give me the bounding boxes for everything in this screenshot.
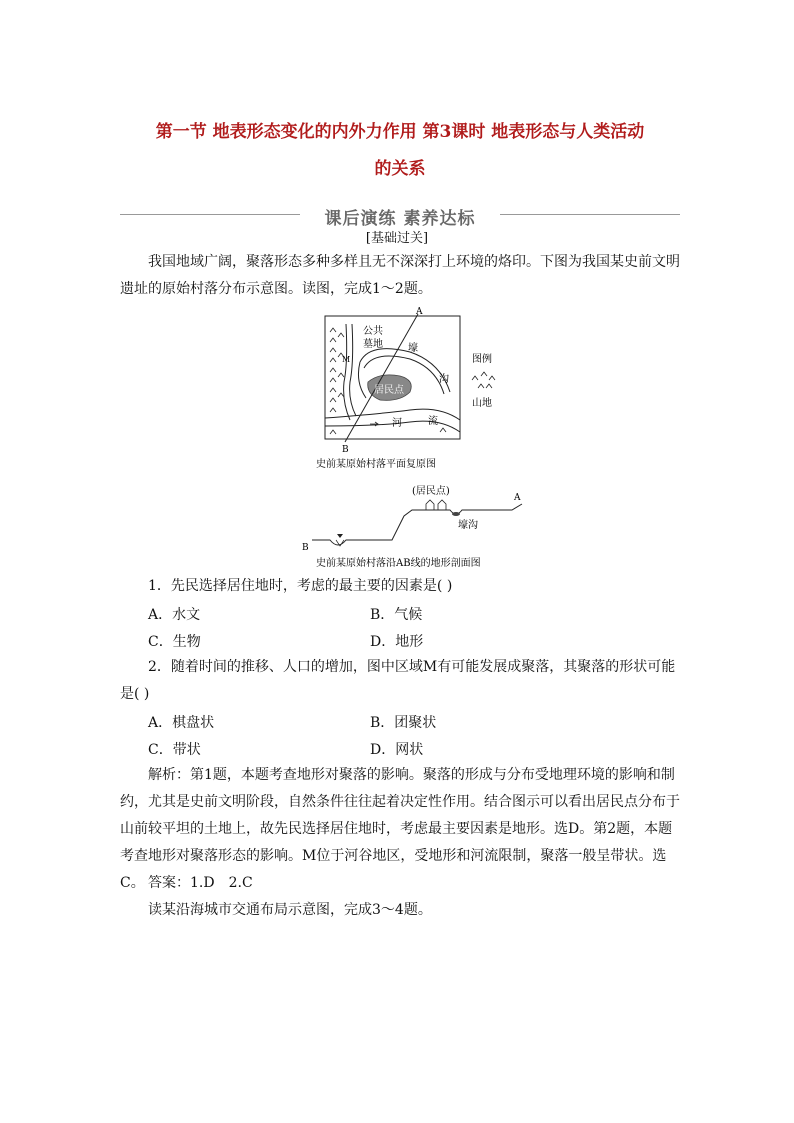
profile-label-b: B — [302, 543, 309, 553]
banner-text: 课后演练 素养达标 — [324, 209, 476, 229]
profile-label-haogou: 壕沟 — [458, 520, 478, 531]
map-label-he: 河 — [392, 418, 402, 429]
intro-paragraph: 我国地域广阔，聚落形态多种多样且无不深深打上环境的烙印。下图为我国某史前文明遗址的原始村落分布示意图。读图，完成1～2题。 — [120, 254, 680, 297]
map-label-residential: 居民点 — [374, 385, 404, 396]
q2-option-d: D．网状 — [370, 742, 424, 758]
answer-line: 答案：1.D 2.C — [148, 875, 253, 891]
village-map-figure — [300, 302, 520, 472]
map-label-cemetery-1: 公共 — [363, 326, 383, 337]
section-banner — [120, 204, 680, 229]
q2-stem: 2．随着时间的推移、人口的增加，图中区域M有可能发展成聚落，其聚落的形状可能是( ) — [120, 659, 676, 702]
q1-stem: 1．先民选择居住地时，考虑的最主要的因素是( ) — [148, 578, 453, 594]
moat-water — [452, 512, 460, 516]
q1-option-b: B．气候 — [370, 607, 423, 623]
section-label: [基础过关] — [365, 231, 429, 246]
profile-line — [312, 504, 522, 545]
next-intro: 读某沿海城市交通布局示意图，完成3～4题。 — [148, 902, 432, 918]
valley-river-bank — [350, 324, 356, 416]
map-label-cemetery-2: 墓地 — [363, 339, 383, 350]
q1-option-a: A．水文 — [148, 607, 201, 623]
profile-figure — [300, 478, 532, 570]
analysis-paragraph: 解析：第1题，本题考查地形对聚落的影响。聚落的形成与分布受地理环境的影响和制约，尤其是史前文明阶段，自然条件往往起着决定性作用。结合图示可以看出居民点分布于山前较平坦的土地上，故先民选择居住地时，考虑最主要因素是地形。选D。第2题，本题考查地形对聚落形态的影响。M位于河谷地区，受地形和河流限制，聚落一般呈带状。选C。 — [120, 767, 680, 891]
q2-option-b: B．团聚状 — [370, 715, 437, 731]
legend-mountain-label: 山地 — [472, 398, 492, 409]
map-label-a: A — [416, 307, 423, 317]
map-caption: 史前某原始村落平面复原图 — [316, 459, 436, 470]
map-label-m: M — [342, 355, 351, 364]
map-label-liu: 流 — [428, 416, 438, 427]
map-label-hao: 壕 — [408, 343, 418, 354]
water-level-marker — [337, 534, 343, 538]
q2-option-a: A．棋盘状 — [148, 715, 215, 731]
profile-label-a: A — [514, 493, 521, 503]
legend-mountain-icon — [472, 372, 495, 388]
profile-caption: 史前某原始村落沿AB线的地形剖面图 — [316, 558, 481, 569]
valley-river — [344, 324, 350, 420]
legend-title: 图例 — [472, 354, 492, 365]
map-label-gou: 沟 — [439, 374, 449, 385]
house-icon — [426, 500, 446, 510]
q1-option-d: D．地形 — [370, 634, 424, 650]
page-title-line2: 的关系 — [374, 159, 426, 179]
q1-option-c: C．生物 — [148, 634, 201, 650]
map-label-b: B — [342, 445, 349, 455]
page-title-line1: 第一节 地表形态变化的内外力作用 第3课时 地表形态与人类活动 — [155, 122, 645, 142]
profile-label-residential: (居民点) — [412, 486, 450, 497]
q2-option-c: C．带状 — [148, 742, 201, 758]
